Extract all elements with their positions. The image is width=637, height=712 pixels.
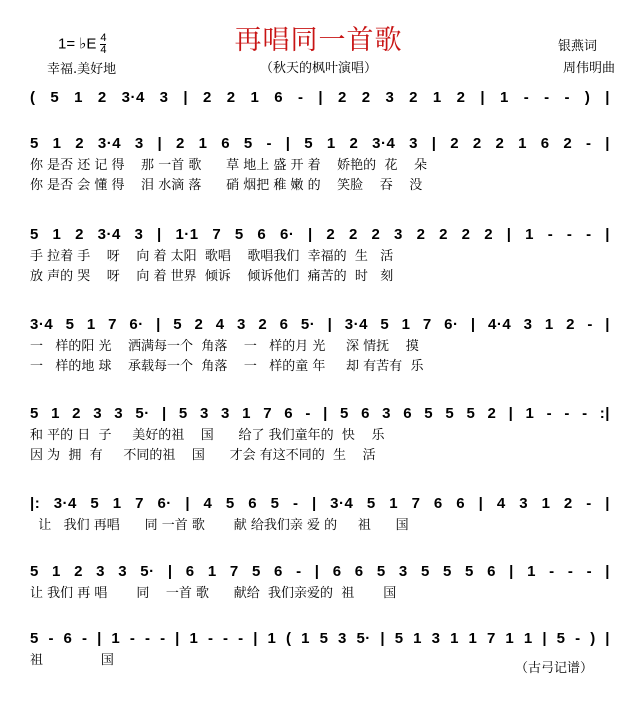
notation: 5 1 2 3·4 3 | 1·1 7 5 6 6· | 2 2 2 3 2 2 2 2 | 1 - - - | — [30, 226, 610, 243]
song-subtitle: （秋天的枫叶演唱） — [259, 61, 377, 76]
notation: |: 3·4 5 1 7 6· | 4 5 6 5 - | 3·4 5 1 7 6 6 | 4 3 1 2 - | — [30, 495, 610, 512]
score-line-intro — [30, 86, 610, 110]
score-line-5 — [30, 492, 610, 536]
time-signature — [100, 33, 106, 56]
score-line-3 — [30, 313, 610, 377]
transcriber-credit: （古弓记谱） — [514, 661, 593, 676]
performance-style: 幸福.美好地 — [47, 62, 117, 77]
lyrics-chorus: 让 我们 再 唱 同 一首 歌 献给 我们亲爱的 祖 国 — [30, 586, 397, 601]
composer: 周伟明曲 — [562, 61, 615, 76]
lyricist: 银燕词 — [557, 39, 597, 54]
score-line-2 — [30, 223, 610, 287]
lyrics-verse-1: 一 样的阳 光 洒满每一个 角落 一 样的月 光 深 情抚 摸 — [30, 339, 419, 354]
notation: ( 5 1 2 3·4 3 | 2 2 1 6 - | 2 2 3 2 1 2 | 1 - - - ) | — [30, 89, 610, 106]
score-line-6 — [30, 560, 610, 604]
lyrics-verse-2: 因 为 拥 有 不同的祖 国 才会 有这不同的 生 活 — [30, 448, 376, 463]
score-line-4 — [30, 402, 610, 466]
lyrics-ending: 祖 国 — [30, 653, 114, 668]
notation: 5 1 2 3 3 5· | 5 3 3 1 7 6 - | 5 6 3 6 5 5 5 2 | 1 - - - :| — [30, 405, 610, 422]
notation: 5 1 2 3 3 5· | 6 1 7 5 6 - | 6 6 5 3 5 5 5 6 | 1 - - - | — [30, 563, 610, 580]
lyrics-verse-2: 放 声的 哭 呀 向 着 世界 倾诉 倾诉他们 痛苦的 时 刻 — [30, 269, 394, 284]
notation: 5 1 2 3·4 3 | 2 1 6 5 - | 5 1 2 3·4 3 | 2 2 2 1 6 2 - | — [30, 135, 610, 152]
lyrics-verse-2: 一 样的地 球 承载每一个 角落 一 样的童 年 却 有苦有 乐 — [30, 359, 424, 374]
notation: 5 - 6 - | 1 - - - | 1 - - - | 1 ( 1 5 3 5· | 5 1 3 1 1 7 1 1 | 5 - ) | — [30, 630, 610, 647]
key-text: 1= ♭E — [58, 35, 97, 53]
lyrics-verse-2: 你 是否 会 懂 得 泪 水滴 落 硝 烟把 稚 嫩 的 笑脸 吞 没 — [30, 178, 423, 193]
notation: 3·4 5 1 7 6· | 5 2 4 3 2 6 5· | 3·4 5 1 7 6· | 4·4 3 1 2 - | — [30, 316, 610, 333]
time-sig-top: 4 — [100, 32, 107, 44]
key-signature — [58, 33, 106, 56]
lyrics-verse-1: 你 是否 还 记 得 那 一首 歌 草 地上 盛 开 着 娇艳的 花 朵 — [30, 158, 427, 173]
song-title: 再唱同一首歌 — [234, 25, 403, 56]
time-sig-bottom: 4 — [100, 44, 107, 56]
lyrics-verse-1: 和 平的 日 子 美好的祖 国 给了 我们童年的 快 乐 — [30, 428, 385, 443]
lyrics-chorus: 让 我们 再唱 同 一首 歌 献 给我们亲 爱 的 祖 国 — [30, 518, 409, 533]
lyrics-verse-1: 手 拉着 手 呀 向 着 太阳 歌唱 歌唱我们 幸福的 生 活 — [30, 249, 394, 264]
score-line-1 — [30, 132, 610, 196]
